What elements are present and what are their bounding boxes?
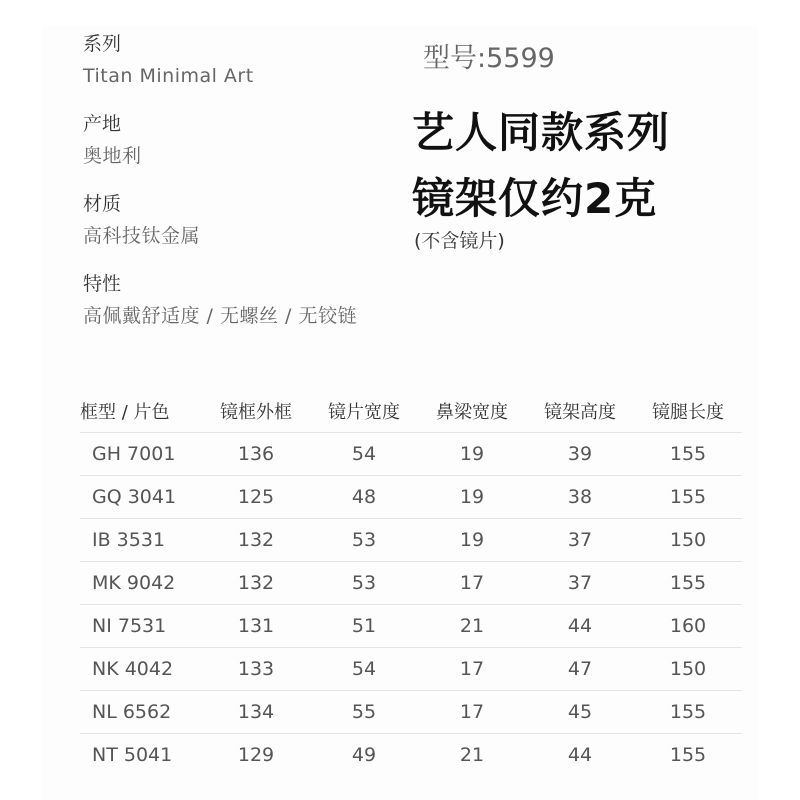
table-row [80,605,742,648]
table-cell: MK 9042 [80,562,202,605]
table-cell: NK 4042 [80,648,202,691]
table-cell: 44 [526,734,634,777]
column-header: 镜腿长度 [652,402,724,423]
table-cell: 155 [634,562,742,605]
headline-note: (不含镜片) [414,230,505,252]
table-cell: 155 [634,433,742,476]
headline-line-1: 艺人同款系列 [412,108,671,157]
spec-material [83,192,200,248]
column-header: 框型 / 片色 [80,402,170,423]
spec-value: Titan Minimal Art [83,65,254,87]
table-cell: 136 [202,433,310,476]
table-cell: IB 3531 [80,519,202,562]
table-cell: 17 [418,562,526,605]
table-cell: 155 [634,691,742,734]
table-cell: NT 5041 [80,734,202,777]
table-cell: 160 [634,605,742,648]
table-cell: 125 [202,476,310,519]
table-cell: 53 [310,562,418,605]
table-cell: NL 6562 [80,691,202,734]
spec-label: 特性 [83,273,122,295]
table-cell: 150 [634,648,742,691]
spec-series [83,32,254,88]
column-header: 镜架高度 [544,402,616,423]
table-row [80,691,742,734]
spec-label: 系列 [83,33,122,55]
table-cell: 37 [526,519,634,562]
table-row [80,433,742,476]
table-cell: 132 [202,519,310,562]
table-cell: 131 [202,605,310,648]
model-number: 型号:5599 [423,43,555,74]
table-cell: 37 [526,562,634,605]
column-header: 鼻梁宽度 [436,402,508,423]
table-cell: 19 [418,519,526,562]
table-row [80,648,742,691]
table-cell: NI 7531 [80,605,202,648]
table-cell: 47 [526,648,634,691]
table-cell: 21 [418,734,526,777]
table-cell: 17 [418,691,526,734]
table-cell: 129 [202,734,310,777]
column-header: 镜片宽度 [328,402,400,423]
table-row [80,476,742,519]
table-cell: 133 [202,648,310,691]
headline-line-2: 镜架仅约2克 [412,174,658,223]
table-cell: 54 [310,648,418,691]
size-table [80,390,742,776]
column-header: 镜框外框 [220,402,292,423]
table-cell: 55 [310,691,418,734]
table-row [80,734,742,777]
table-row [80,519,742,562]
table-cell: 38 [526,476,634,519]
table-cell: 19 [418,433,526,476]
table-cell: GH 7001 [80,433,202,476]
table-cell: 44 [526,605,634,648]
spec-value: 高佩戴舒适度 / 无螺丝 / 无铰链 [83,305,357,327]
table-cell: 51 [310,605,418,648]
spec-value: 奥地利 [83,145,142,167]
table-cell: 132 [202,562,310,605]
spec-value: 高科技钛金属 [83,225,201,247]
table-row [80,562,742,605]
spec-label: 材质 [83,193,122,215]
table-cell: 45 [526,691,634,734]
table-cell: 53 [310,519,418,562]
table-cell: 155 [634,734,742,777]
table-cell: 49 [310,734,418,777]
spec-label: 产地 [83,113,122,135]
table-cell: 54 [310,433,418,476]
table-cell: 150 [634,519,742,562]
spec-origin [83,112,142,168]
table-header-row [80,390,742,433]
table-cell: 17 [418,648,526,691]
table-cell: 19 [418,476,526,519]
table-cell: 39 [526,433,634,476]
table-cell: 134 [202,691,310,734]
spec-features [83,272,357,328]
table-cell: 155 [634,476,742,519]
table-cell: 21 [418,605,526,648]
table-cell: GQ 3041 [80,476,202,519]
table-cell: 48 [310,476,418,519]
